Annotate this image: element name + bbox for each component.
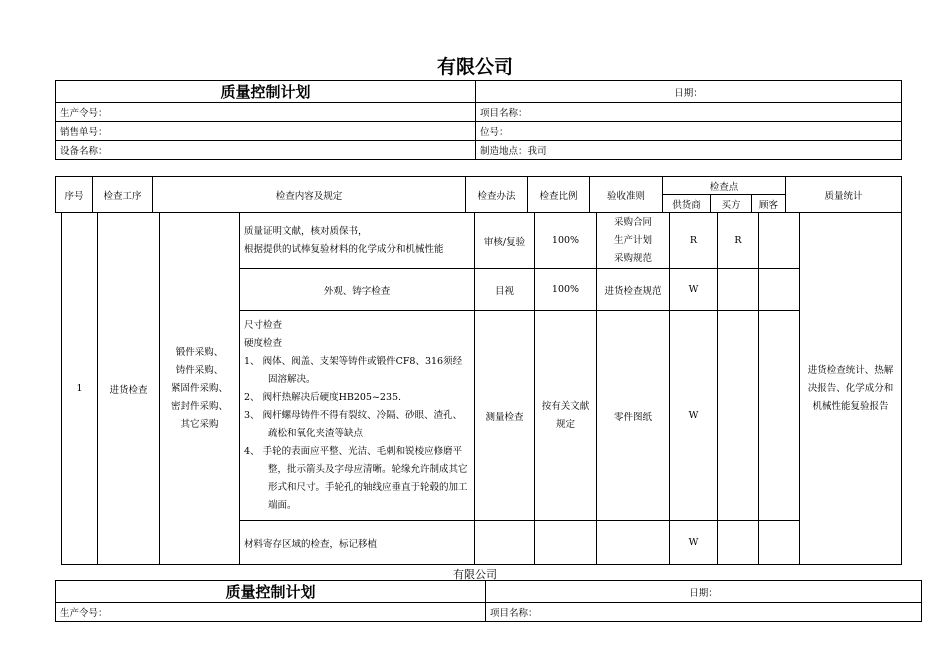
item-2-supplier: W — [670, 269, 718, 311]
col-acceptance: 验收准则 — [590, 177, 663, 213]
col-quality-stats: 质量统计 — [786, 177, 902, 213]
item-1-content: 质量证明文献，核对质保书， 根据提供的试棒复验材料的化学成分和机械性能 — [240, 213, 475, 269]
item-2-ratio: 100% — [535, 269, 597, 311]
item-2-method: 目视 — [475, 269, 535, 311]
item-3-buyer — [718, 311, 759, 521]
col-inspection-point: 检查点 — [663, 177, 786, 195]
item-1-ratio: 100% — [535, 213, 597, 269]
item-2-buyer — [718, 269, 759, 311]
date-label: 日期： — [476, 81, 902, 103]
item-1-acceptance: 采购合同 生产计划 采购规范 — [597, 213, 670, 269]
item-3-acceptance: 零件图纸 — [597, 311, 670, 521]
item-3-content: 尺寸检查 硬度检查 1、 阀体、阀盖、支架等铸件或锻件CF8、316须经固溶解决。 2、 阀杆热解决后硬度HB205~235. 3、 阀杆螺母铸件不得有裂纹、冷隔、砂眼、渣孔、疏松和氧化夹渣等缺点 4、 手轮的表面应平整、光洁、毛刺和锐棱应修磨平整，批示箭头及字母应清晰。轮缘允许制成其它形式和尺寸。手轮孔的轴线应垂直于轮毂的加工端面。 — [240, 311, 475, 521]
row-process: 进货检查 — [98, 213, 160, 565]
equipment-name-field: 设备名称： — [56, 141, 476, 160]
footer-production-order-field: 生产令号： — [56, 603, 486, 622]
item-3-method: 测量检查 — [475, 311, 535, 521]
col-ratio: 检查比例 — [528, 177, 590, 213]
item-2-customer — [759, 269, 800, 311]
item-2-content: 外观、铸字检查 — [240, 269, 475, 311]
row-category: 锻件采购、 铸件采购、 紧固件采购、 密封件采购、 其它采购 — [160, 213, 240, 565]
item-4-customer — [759, 521, 800, 565]
footer-project-name-field: 项目名称： — [486, 603, 922, 622]
company-title: 有限公司 — [436, 56, 513, 78]
footer-header-table — [55, 580, 922, 622]
item-4-content: 材料寄存区域的检查，标记移植 — [240, 521, 475, 565]
item-4-ratio — [535, 521, 597, 565]
item-1-supplier: R — [670, 213, 718, 269]
col-method: 检查办法 — [466, 177, 528, 213]
item-4-method — [475, 521, 535, 565]
col-customer: 顾客 — [752, 195, 786, 213]
footer-company: 有限公司 — [453, 568, 497, 581]
col-supplier: 供货商 — [663, 195, 711, 213]
col-process: 检查工序 — [93, 177, 153, 213]
item-1-customer — [759, 213, 800, 269]
item-2-acceptance: 进货检查规范 — [597, 269, 670, 311]
header-table — [55, 80, 902, 160]
footer-plan-title: 质量控制计划 — [56, 581, 486, 603]
item-4-acceptance — [597, 521, 670, 565]
position-no-field: 位号： — [476, 122, 902, 141]
item-4-supplier: W — [670, 521, 718, 565]
column-header-table — [55, 176, 902, 213]
item-1-method: 审核/复验 — [475, 213, 535, 269]
col-seq: 序号 — [56, 177, 93, 213]
row-seq: 1 — [62, 213, 98, 565]
row-quality-stats: 进货检查统计、热解决报告、化学成分和机械性能复验报告 — [800, 213, 902, 565]
col-buyer: 买方 — [711, 195, 752, 213]
plan-title: 质量控制计划 — [56, 81, 476, 103]
project-name-field: 项目名称： — [476, 103, 902, 122]
table-row — [62, 213, 902, 269]
sales-order-field: 销售单号： — [56, 122, 476, 141]
manufacture-site-field: 制造地点：我司 — [476, 141, 902, 160]
item-3-ratio: 按有关文献规定 — [535, 311, 597, 521]
inspection-table — [61, 212, 902, 565]
production-order-field: 生产令号： — [56, 103, 476, 122]
item-1-buyer: R — [718, 213, 759, 269]
col-content: 检查内容及规定 — [153, 177, 466, 213]
item-4-buyer — [718, 521, 759, 565]
item-3-supplier: W — [670, 311, 718, 521]
footer-date-label: 日期： — [486, 581, 922, 603]
item-3-customer — [759, 311, 800, 521]
